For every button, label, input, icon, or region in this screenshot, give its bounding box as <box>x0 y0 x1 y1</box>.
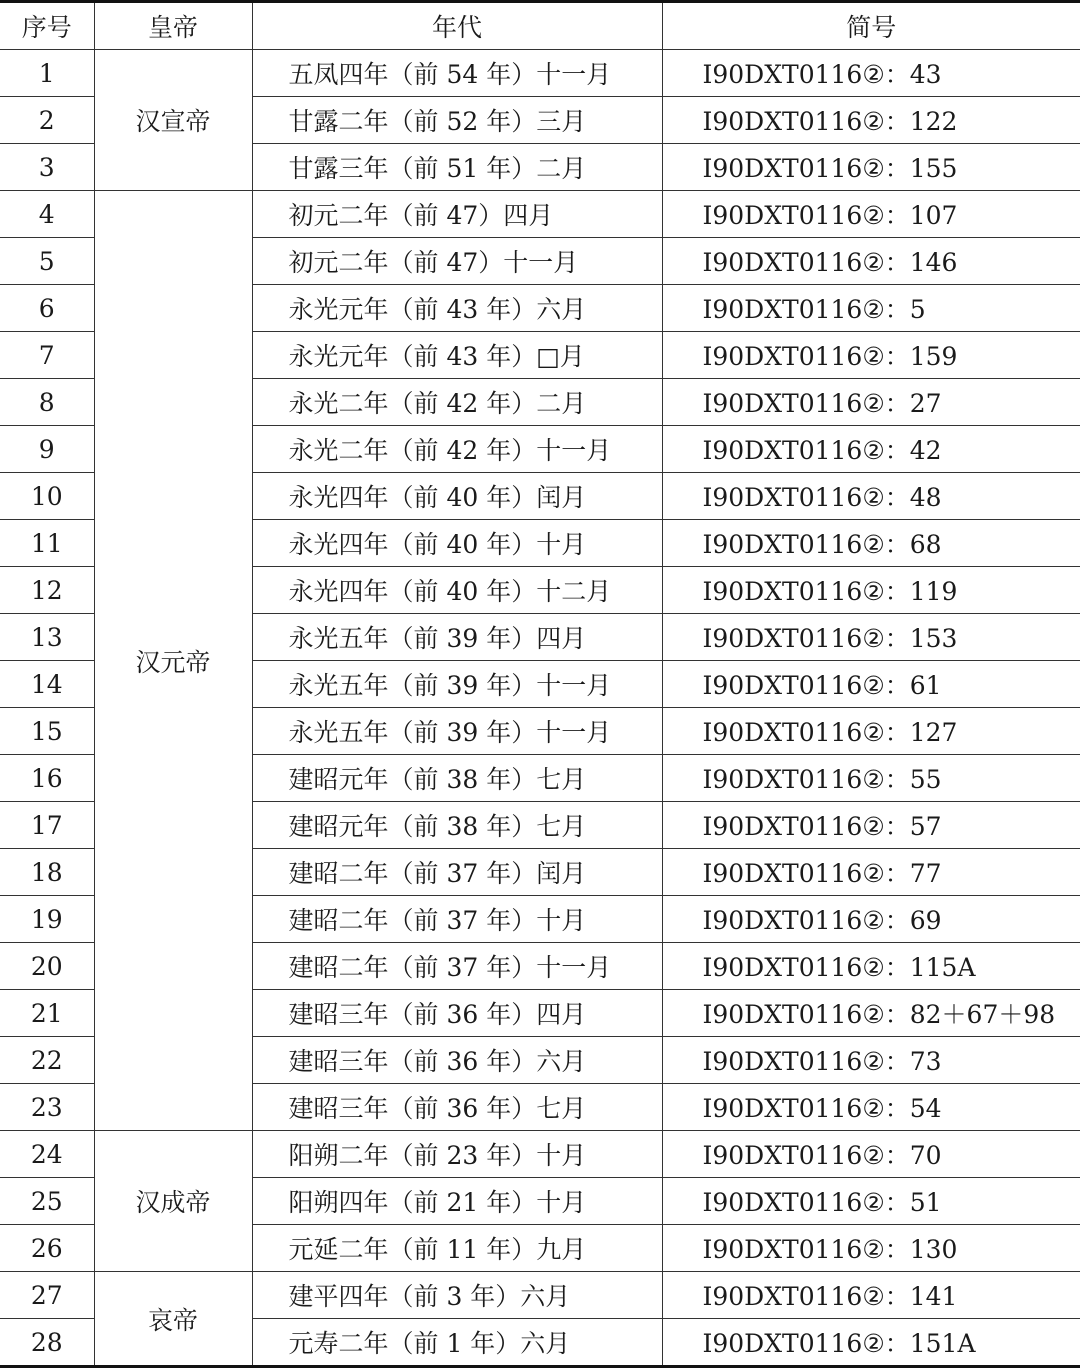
row-index: 10 <box>0 473 94 520</box>
era-cell: 阳朔二年（前 23 年）十月 <box>252 1131 662 1178</box>
emperor-cell: 汉元帝 <box>94 191 252 1131</box>
slip-code-cell: Ⅰ90DXT0116②：57 <box>662 802 1080 849</box>
slip-code-cell: Ⅰ90DXT0116②：151A <box>662 1319 1080 1367</box>
era-cell: 建平四年（前 3 年）六月 <box>252 1272 662 1319</box>
slip-code-cell: Ⅰ90DXT0116②：127 <box>662 708 1080 755</box>
row-index: 28 <box>0 1319 94 1367</box>
row-index: 7 <box>0 332 94 379</box>
table-row <box>0 191 1080 238</box>
row-index: 4 <box>0 191 94 238</box>
slip-code-cell: Ⅰ90DXT0116②：70 <box>662 1131 1080 1178</box>
slip-code-cell: Ⅰ90DXT0116②：130 <box>662 1225 1080 1272</box>
era-cell: 永光四年（前 40 年）十二月 <box>252 567 662 614</box>
era-cell: 阳朔四年（前 21 年）十月 <box>252 1178 662 1225</box>
slip-code-cell: Ⅰ90DXT0116②：42 <box>662 426 1080 473</box>
era-cell: 元寿二年（前 1 年）六月 <box>252 1319 662 1367</box>
slip-code-cell: Ⅰ90DXT0116②：146 <box>662 238 1080 285</box>
row-index: 26 <box>0 1225 94 1272</box>
era-cell: 建昭三年（前 36 年）四月 <box>252 990 662 1037</box>
row-index: 3 <box>0 144 94 191</box>
header-index: 序号 <box>0 2 94 50</box>
row-index: 23 <box>0 1084 94 1131</box>
slip-code-cell: Ⅰ90DXT0116②：43 <box>662 50 1080 97</box>
era-cell: 永光二年（前 42 年）十一月 <box>252 426 662 473</box>
era-cell: 建昭三年（前 36 年）六月 <box>252 1037 662 1084</box>
era-cell: 永光二年（前 42 年）二月 <box>252 379 662 426</box>
row-index: 22 <box>0 1037 94 1084</box>
era-cell: 建昭三年（前 36 年）七月 <box>252 1084 662 1131</box>
slip-code-cell: Ⅰ90DXT0116②：155 <box>662 144 1080 191</box>
row-index: 14 <box>0 661 94 708</box>
slip-code-cell: Ⅰ90DXT0116②：55 <box>662 755 1080 802</box>
table-row <box>0 1131 1080 1178</box>
row-index: 19 <box>0 896 94 943</box>
era-cell: 永光五年（前 39 年）四月 <box>252 614 662 661</box>
era-cell: 永光五年（前 39 年）十一月 <box>252 708 662 755</box>
header-era: 年代 <box>252 2 662 50</box>
slip-code-cell: Ⅰ90DXT0116②：68 <box>662 520 1080 567</box>
slip-code-cell: Ⅰ90DXT0116②：51 <box>662 1178 1080 1225</box>
slip-code-cell: Ⅰ90DXT0116②：5 <box>662 285 1080 332</box>
emperor-cell: 汉宣帝 <box>94 50 252 191</box>
era-cell: 建昭元年（前 38 年）七月 <box>252 802 662 849</box>
slip-code-cell: Ⅰ90DXT0116②：153 <box>662 614 1080 661</box>
slip-code-cell: Ⅰ90DXT0116②：69 <box>662 896 1080 943</box>
row-index: 16 <box>0 755 94 802</box>
slip-code-cell: Ⅰ90DXT0116②：61 <box>662 661 1080 708</box>
row-index: 12 <box>0 567 94 614</box>
era-cell: 永光四年（前 40 年）闰月 <box>252 473 662 520</box>
row-index: 27 <box>0 1272 94 1319</box>
era-cell: 甘露三年（前 51 年）二月 <box>252 144 662 191</box>
slip-code-cell: Ⅰ90DXT0116②：48 <box>662 473 1080 520</box>
slip-code-cell: Ⅰ90DXT0116②：141 <box>662 1272 1080 1319</box>
table-row <box>0 50 1080 97</box>
slip-code-cell: Ⅰ90DXT0116②：122 <box>662 97 1080 144</box>
era-cell: 永光四年（前 40 年）十月 <box>252 520 662 567</box>
era-cell: 建昭二年（前 37 年）闰月 <box>252 849 662 896</box>
header-row <box>0 2 1080 50</box>
row-index: 13 <box>0 614 94 661</box>
row-index: 5 <box>0 238 94 285</box>
row-index: 24 <box>0 1131 94 1178</box>
slip-code-cell: Ⅰ90DXT0116②：73 <box>662 1037 1080 1084</box>
row-index: 8 <box>0 379 94 426</box>
header-slip-code: 简号 <box>662 2 1080 50</box>
era-cell: 永光元年（前 43 年）六月 <box>252 285 662 332</box>
emperor-cell: 汉成帝 <box>94 1131 252 1272</box>
emperor-cell: 哀帝 <box>94 1272 252 1367</box>
row-index: 17 <box>0 802 94 849</box>
row-index: 18 <box>0 849 94 896</box>
slip-code-cell: Ⅰ90DXT0116②：159 <box>662 332 1080 379</box>
era-cell: 元延二年（前 11 年）九月 <box>252 1225 662 1272</box>
row-index: 15 <box>0 708 94 755</box>
row-index: 2 <box>0 97 94 144</box>
row-index: 25 <box>0 1178 94 1225</box>
slip-code-cell: Ⅰ90DXT0116②：82＋67＋98 <box>662 990 1080 1037</box>
slip-code-cell: Ⅰ90DXT0116②：107 <box>662 191 1080 238</box>
slip-code-cell: Ⅰ90DXT0116②：115A <box>662 943 1080 990</box>
row-index: 11 <box>0 520 94 567</box>
row-index: 20 <box>0 943 94 990</box>
era-cell: 甘露二年（前 52 年）三月 <box>252 97 662 144</box>
era-cell: 五凤四年（前 54 年）十一月 <box>252 50 662 97</box>
era-cell: 建昭二年（前 37 年）十一月 <box>252 943 662 990</box>
row-index: 6 <box>0 285 94 332</box>
row-index: 1 <box>0 50 94 97</box>
row-index: 21 <box>0 990 94 1037</box>
era-cell: 初元二年（前 47）四月 <box>252 191 662 238</box>
era-cell: 永光五年（前 39 年）十一月 <box>252 661 662 708</box>
header-emperor: 皇帝 <box>94 2 252 50</box>
slip-code-cell: Ⅰ90DXT0116②：119 <box>662 567 1080 614</box>
slip-code-cell: Ⅰ90DXT0116②：54 <box>662 1084 1080 1131</box>
era-cell: 建昭二年（前 37 年）十月 <box>252 896 662 943</box>
slip-code-cell: Ⅰ90DXT0116②：27 <box>662 379 1080 426</box>
row-index: 9 <box>0 426 94 473</box>
slip-code-cell: Ⅰ90DXT0116②：77 <box>662 849 1080 896</box>
era-cell: 初元二年（前 47）十一月 <box>252 238 662 285</box>
era-cell: 永光元年（前 43 年）□月 <box>252 332 662 379</box>
era-cell: 建昭元年（前 38 年）七月 <box>252 755 662 802</box>
table-row <box>0 1272 1080 1319</box>
